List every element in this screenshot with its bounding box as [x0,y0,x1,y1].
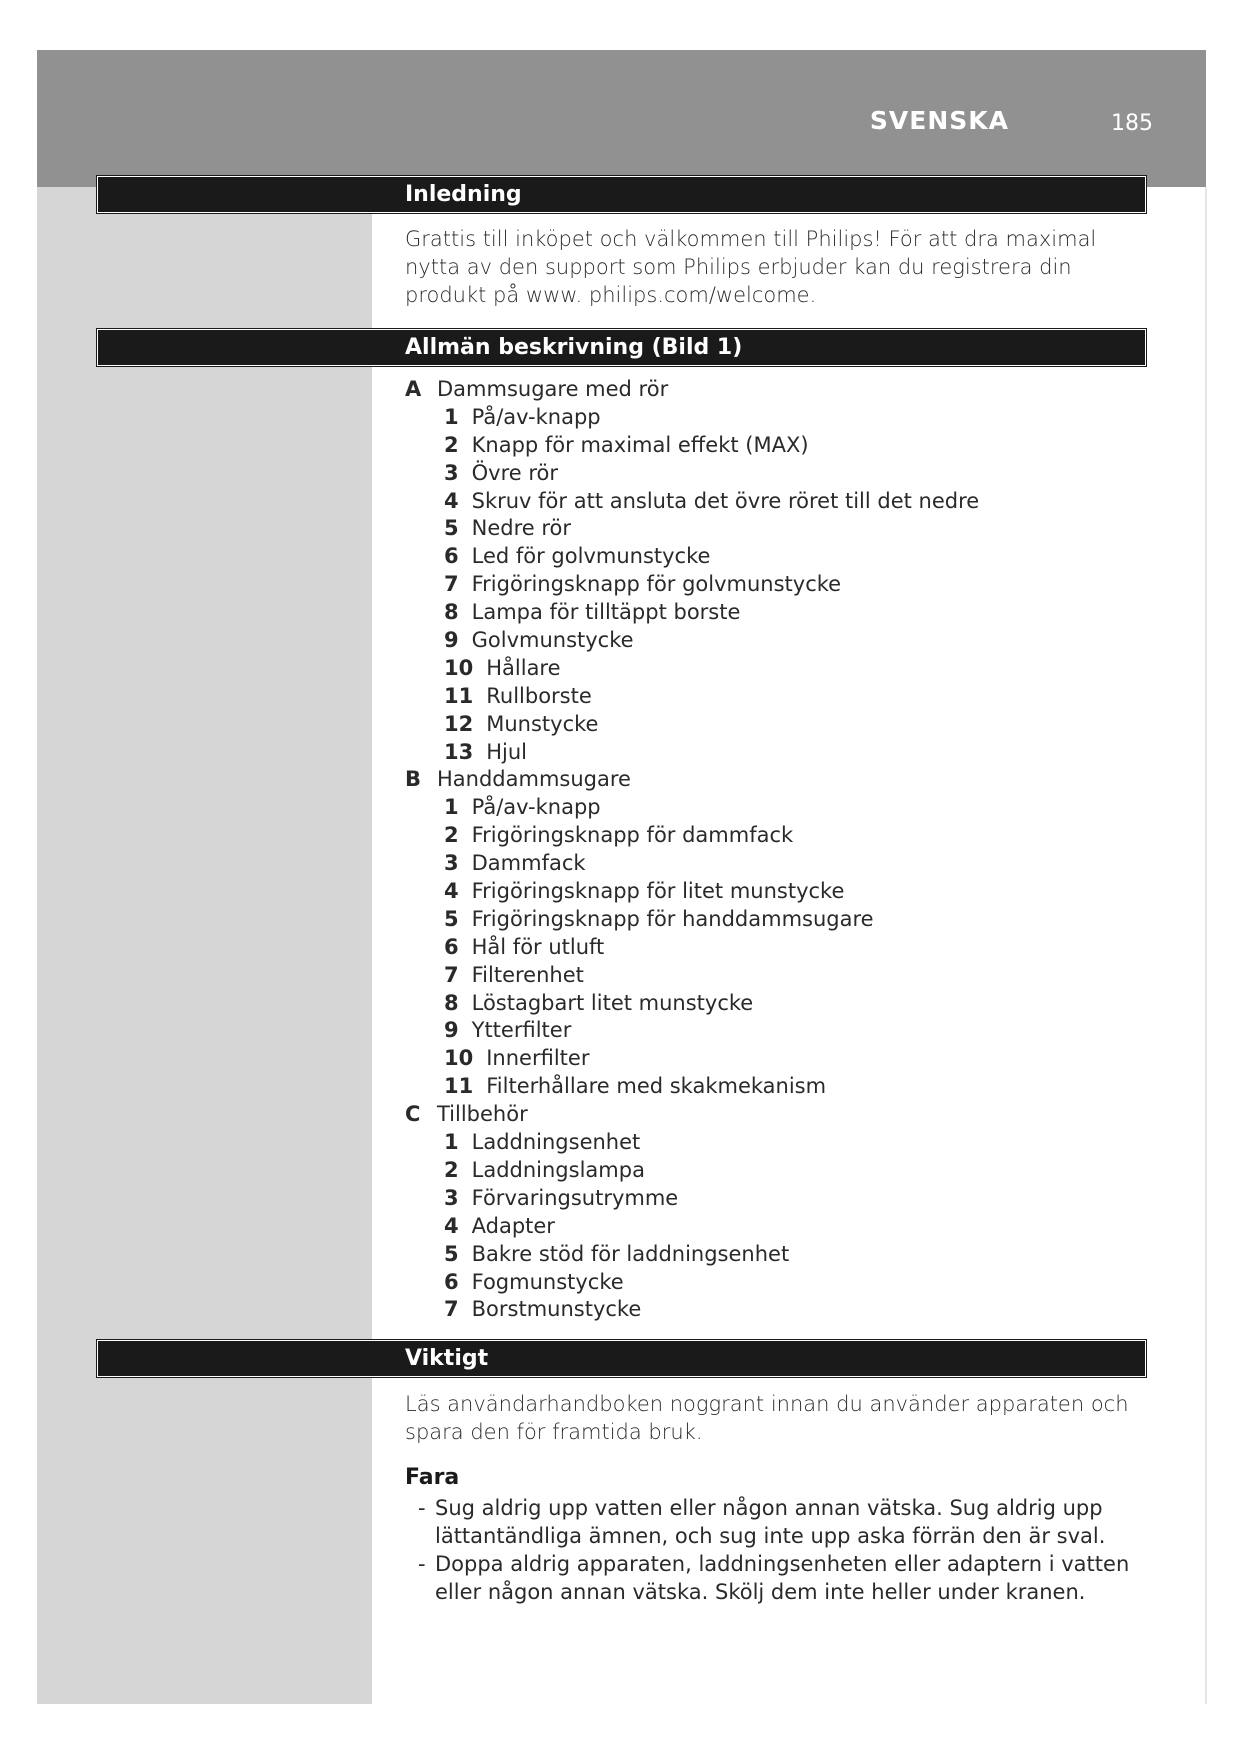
parts-group [405,766,1145,794]
item-number: 3 [444,851,459,876]
item-number: 1 [444,795,459,820]
item-label: Övre rör [471,460,559,485]
item-label: På/av-knapp [471,795,601,820]
item-number: 1 [444,1130,459,1155]
item-label: På/av-knapp [471,404,601,429]
group-label: Tillbehör [437,1102,528,1127]
item-number: 6 [444,934,459,959]
list-item [405,794,1145,822]
item-number: 13 [444,739,474,764]
item-number: 12 [444,711,474,736]
header-band [37,50,1206,187]
item-number: 5 [444,906,459,931]
bullet-text: Doppa aldrig apparaten, laddningsenheten eller adaptern i vatten eller någon annan vätska. Skölj dem inte heller under kranen. [435,1552,1130,1604]
item-label: Golvmunstycke [471,628,634,653]
list-item [405,599,1145,627]
item-label: Frigöringsknapp för handdammsugare [471,906,874,931]
page-edge [1205,187,1207,1704]
item-label: Fogmunstycke [471,1269,624,1294]
item-label: Lampa för tilltäppt borste [471,600,741,625]
item-label: Laddningsenhet [471,1130,641,1155]
list-item [405,822,1145,850]
group-label: Handdammsugare [437,767,631,792]
bullet-item [418,1494,1148,1550]
item-number: 11 [444,683,474,708]
list-item [405,962,1145,990]
item-label: Bakre stöd för laddningsenhet [471,1241,790,1266]
list-item [405,683,1145,711]
list-item [405,739,1145,767]
list-item [405,1213,1145,1241]
list-item [405,627,1145,655]
item-label: Knapp för maximal effekt (MAX) [471,432,809,457]
item-number: 10 [444,655,474,680]
item-label: Filterhållare med skakmekanism [486,1074,827,1099]
section-heading-text: Viktigt [405,1346,489,1371]
item-label: Förvaringsutrymme [471,1185,679,1210]
item-number: 7 [444,572,459,597]
important-paragraph: Läs användarhandboken noggrant innan du använder apparaten och spara den för framtida bruk. [405,1392,1129,1444]
list-item [405,571,1145,599]
section-heading-text: Inledning [405,182,522,207]
item-label: Hjul [486,739,528,764]
item-number: 2 [444,823,459,848]
parts-list [405,376,1145,1324]
section-heading-important [97,1340,1146,1377]
danger-list [418,1494,1148,1606]
section-heading-overview [97,329,1146,366]
parts-group [405,1101,1145,1129]
item-number: 4 [444,879,459,904]
section-heading-intro [97,176,1146,213]
item-label: Löstagbart litet munstycke [471,990,754,1015]
item-number: 6 [444,544,459,569]
item-label: Borstmunstycke [471,1297,642,1322]
list-item [405,655,1145,683]
list-item [405,906,1145,934]
list-item [405,515,1145,543]
list-item [405,460,1145,488]
item-number: 4 [444,488,459,513]
list-item [405,1017,1145,1045]
list-item [405,990,1145,1018]
item-number: 9 [444,1018,459,1043]
list-item [405,878,1145,906]
item-label: Frigöringsknapp för golvmunstycke [471,572,842,597]
list-item [405,543,1145,571]
list-item [405,1296,1145,1324]
list-item [405,1073,1145,1101]
item-number: 2 [444,1157,459,1182]
list-item [405,1269,1145,1297]
item-number: 5 [444,516,459,541]
section-heading-text: Allmän beskrivning (Bild 1) [405,335,743,360]
item-number: 10 [444,1046,474,1071]
item-number: 4 [444,1213,459,1238]
bullet-item [418,1550,1148,1606]
item-label: Laddningslampa [471,1157,645,1182]
item-number: 5 [444,1241,459,1266]
group-label: Dammsugare med rör [437,377,669,401]
item-number: 3 [444,1185,459,1210]
list-item [405,711,1145,739]
list-item [405,1241,1145,1269]
list-item [405,934,1145,962]
left-margin-column [37,187,372,1704]
parts-group [405,376,1145,404]
group-letter: C [405,1102,421,1127]
item-label: Innerfilter [486,1046,590,1071]
item-number: 3 [444,460,459,485]
list-item [405,850,1145,878]
item-number: 8 [444,600,459,625]
list-item [405,1157,1145,1185]
list-item [405,404,1145,432]
item-label: Filterenhet [471,962,584,987]
item-number: 8 [444,990,459,1015]
item-number: 9 [444,628,459,653]
bullet-dash: - [418,1496,426,1520]
item-label: Adapter [471,1213,555,1238]
item-number: 6 [444,1269,459,1294]
item-label: Dammfack [471,851,586,876]
item-number: 2 [444,432,459,457]
page-number: 185 [1111,111,1153,136]
item-label: Ytterfilter [471,1018,572,1043]
list-item [405,1129,1145,1157]
item-label: Nedre rör [471,516,572,541]
item-number: 1 [444,404,459,429]
item-number: 7 [444,962,459,987]
item-label: Munstycke [486,711,599,736]
item-label: Hål för utluft [471,934,605,959]
item-number: 7 [444,1297,459,1322]
item-label: Hållare [486,655,561,680]
list-item [405,432,1145,460]
item-label: Rullborste [486,683,592,708]
item-label: Led för golvmunstycke [471,544,711,569]
item-label: Frigöringsknapp för dammfack [471,823,794,848]
language-title: SVENSKA [869,106,1009,135]
group-letter: B [405,767,422,792]
intro-paragraph: Grattis till inköpet och välkommen till Philips! För att dra maximal nytta av den support som Philips erbjuder kan du registrera din produkt på www. philips.com/welcome. [405,227,1097,307]
list-item [405,1045,1145,1073]
item-label: Skruv för att ansluta det övre röret till det nedre [471,488,980,513]
danger-heading: Fara [405,1465,460,1490]
group-letter: A [405,377,422,401]
list-item [405,488,1145,516]
item-label: Frigöringsknapp för litet munstycke [471,879,845,904]
list-item [405,1185,1145,1213]
bullet-dash: - [418,1552,426,1576]
item-number: 11 [444,1074,474,1099]
bullet-text: Sug aldrig upp vatten eller någon annan vätska. Sug aldrig upp lättantändliga ämnen, och sug inte upp aska förrän den är sval. [435,1496,1106,1548]
